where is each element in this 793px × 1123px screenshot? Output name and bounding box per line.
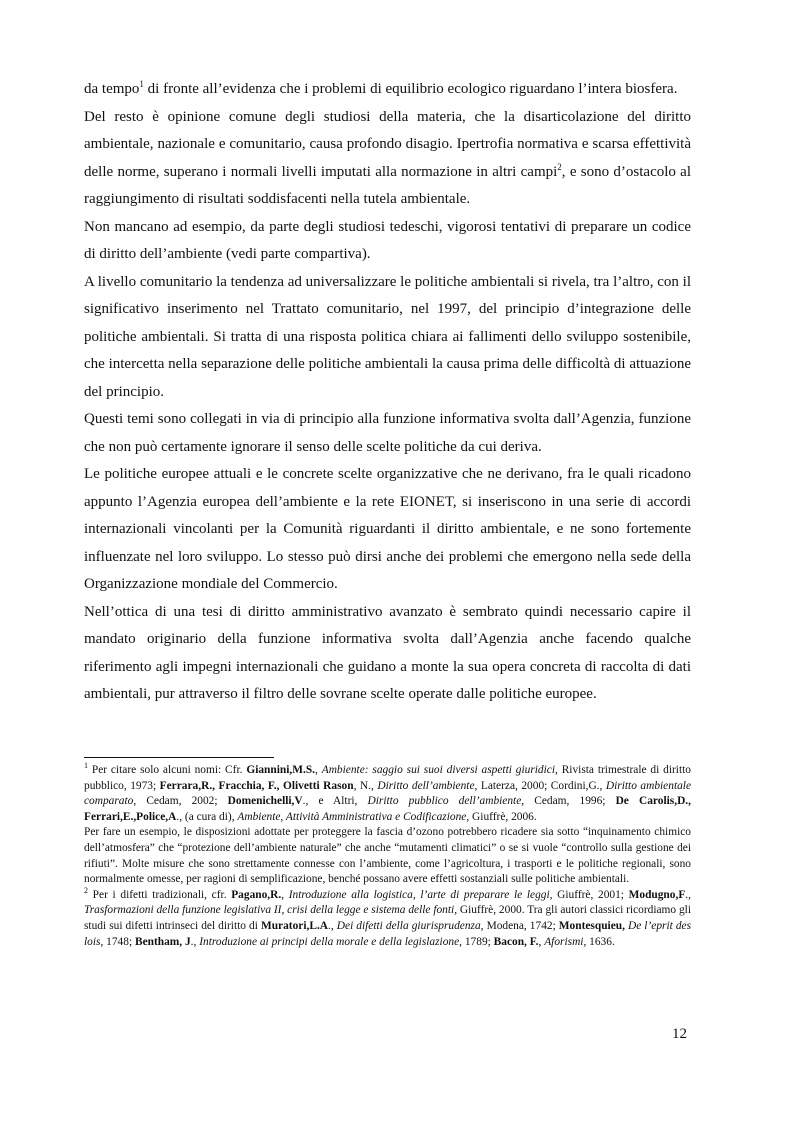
paragraph: Del resto è opinione comune degli studiosi della materia, che la disarticolazione del diritto ambientale, nazionale e comunitario, causa profondo disagio. Ipertrofia normativa e scarsa effettività delle norme, superano i normali livelli imputati alla normazione in altri campi$^2$, e sono d’ostacolo al raggiungimento di risultati soddisfacenti nella tutela ambientale.	[84, 108, 692, 207]
paragraph: Questi temi sono collegati in via di principio alla funzione informativa svolta dall’Agenzia, funzione che non può certamente ignorare il senso delle scelte politiche da cui deriva.	[84, 411, 691, 455]
body-text	[84, 76, 691, 709]
footnote-separator	[84, 757, 274, 758]
paragraph: Nell’ottica di una tesi di diritto amministrativo avanzato è sembrato quindi necessario capire il mandato originario della funzione informativa svolta dall’Agenzia anche facendo qualche riferimento agli impegni internazionali che guidano a monte la sua opera concreta di raccolta di dati ambientali, pur attraverso il filtro delle sovrane scelte operate dalle politiche europee.	[84, 603, 691, 702]
footnote-2: $^2$ Per i difetti tradizionali, cfr. Pagano,R., Introduzione alla logistica, l’arte di preparare le leggi, Giuffrè, 2001; Modugno,F., Trasformazioni della funzione legislativa II, crisi della legge e sistema delle fonti, Giuffrè, 2000. Tra gli autori classici ricordiamo gli studi sui difetti intrinseci del diritto di Muratori,L.A., Dei difetti della giurisprudenza, Modena, 1742; Montesquieu, De l’eprit des lois, 1748; Bentham, J., Introduzione ai principi della morale e della legislazione, 1789; Bacon, F., Aforismi, 1636.	[84, 885, 692, 948]
footnote-ref[interactable]: 1	[139, 79, 144, 89]
footnote-1-continued: Per fare un esempio, le disposizioni adottate per proteggere la fascia d’ozono potrebbero ricadere sia sotto “inquinamento chimico dell’atmosfera” che “protezione dell’ambiente naturale” che anche “mutamenti climatici” o se si vuole “controllo sulla gestione dei rifiuti”. Molte misure che sono strettamente connesse con l’ambiente, come l’agricoltura, i trasporti e le politiche regionali, sono normalmente omesse, per ragioni di semplificazione, benché possano avere effetti sostanziali sulle politiche ambientali.	[84, 826, 691, 886]
footnote-number: 2	[84, 885, 88, 895]
page-number: 12	[672, 1026, 687, 1042]
paragraph: Non mancano ad esempio, da parte degli studiosi tedeschi, vigorosi tentativi di preparare un codice di diritto dell’ambiente (vedi parte compartiva).	[84, 218, 691, 262]
footnote-1: $^1$ Per citare solo alcuni nomi: Cfr. Giannini,M.S., Ambiente: saggio sui suoi diversi aspetti giuridici, Rivista trimestrale di diritto pubblico, 1973; Ferrara,R., Fracchia, F., Olivetti Rason, N., Diritto dell’ambiente, Laterza, 2000; Cordini,G., Diritto ambientale comparato, Cedam, 2002; Domenichelli,V., e Altri, Diritto pubblico dell’ambiente, Cedam, 1996; De Carolis,D., Ferrari,E.,Police,A., (a cura di), Ambiente, Attività Amministrativa e Codificazione, Giuffrè, 2006.	[84, 761, 692, 823]
paragraph: Le politiche europee attuali e le concrete scelte organizzative che ne derivano, fra le quali ricadono appunto l’Agenzia europea dell’ambiente e la rete EIONET, si inseriscono in una serie di accordi internazionali vincolanti per la Comunità riguardanti il diritto ambientale, e ne sono fortemente influenzate nel loro sviluppo. Lo stesso può dirsi anche dei problemi che emergono nella sede della Organizzazione mondiale del Commercio.	[84, 466, 691, 592]
footnote-ref[interactable]: 2	[557, 161, 562, 172]
footnote-number: 1	[84, 761, 88, 771]
footnotes	[84, 763, 691, 950]
paragraph: A livello comunitario la tendenza ad universalizzare le politiche ambientali si rivela, tra l’altro, con il significativo inserimento nel Trattato comunitario, nel 1997, del principio d’integrazione delle politiche ambientali. Si tratta di una risposta politica chiara ai fallimenti dello sviluppo sostenibile, che intercetta nella separazione delle politiche ambientali la causa prima delle difficoltà di attuazione del principio.	[84, 273, 691, 400]
paragraph: da tempo$^1$ di fronte all’evidenza che i problemi di equilibrio ecologico riguardano l’intera biosfera.	[84, 79, 678, 97]
